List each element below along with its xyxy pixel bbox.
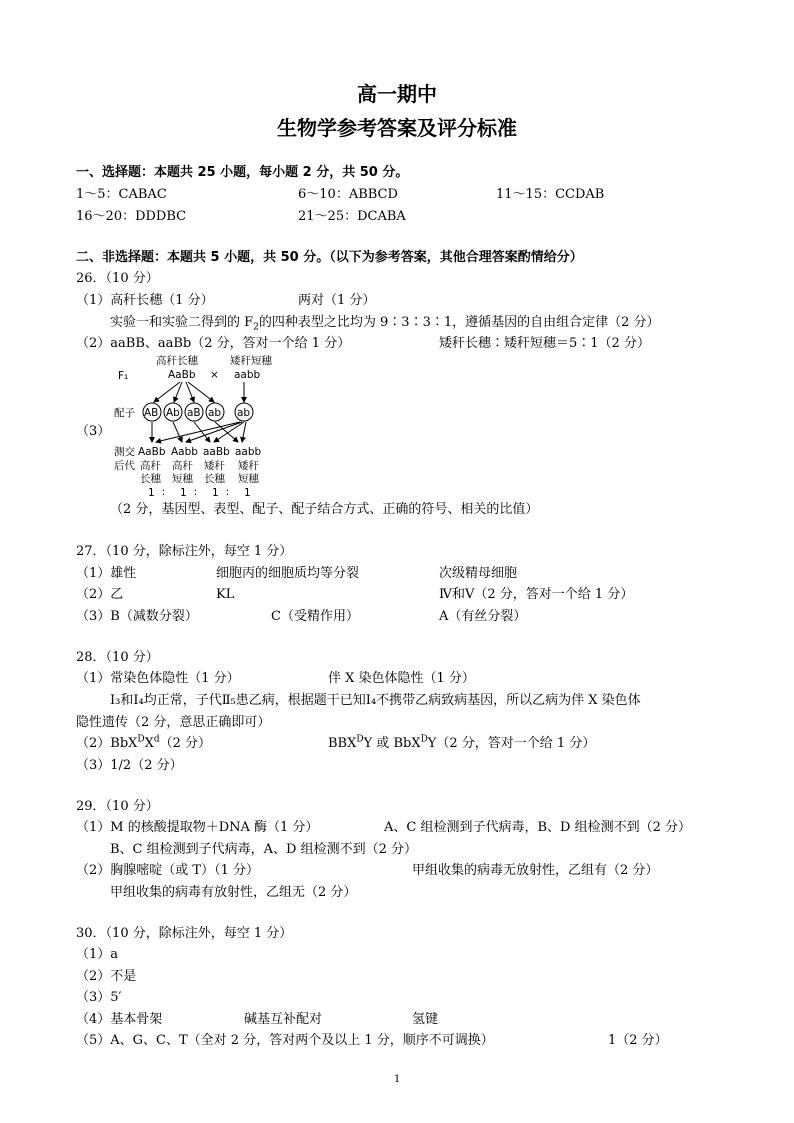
- offspring-phenotype-3a: 矮秆: [204, 460, 225, 472]
- q26-answer-1c: 实验一和实验二得到的 $F_2$的四种表型之比均为 9∶3∶3∶1，遵循基因的自由组合定律（2 分）: [110, 315, 660, 333]
- q27-answer-1c: 次级精母细胞: [439, 566, 518, 581]
- page-number: 1: [394, 1074, 401, 1085]
- offspring-genotype-4: aabb: [235, 446, 262, 458]
- gamete-Ab: Ab: [166, 407, 180, 419]
- q28-answer-3: （3）1/2（2 分）: [76, 758, 183, 773]
- ratio-1: 1: [148, 487, 155, 499]
- gamete-AB: AB: [144, 407, 159, 419]
- q30-answer-2: （2）不是: [76, 969, 137, 984]
- q29-answer-1b: A、C 组检测到子代病毒，B、D 组检测不到（2 分）: [384, 820, 691, 835]
- ratio-sep-1: ∶: [162, 487, 165, 499]
- q29-answer-1c: B、C 组检测到子代病毒，A、D 组检测不到（2 分）: [110, 842, 417, 857]
- q28-heading: 28．（10 分）: [76, 650, 159, 665]
- offspring-phenotype-4a: 矮秆: [238, 460, 259, 472]
- q28-answer-2a: $(2)BbX^DX^d(2$ 分）: [76, 734, 212, 751]
- q28-answer-1b: 伴 X 染色体隐性（1 分）: [328, 671, 475, 686]
- answer-11-15: 11～15：CCDAB: [496, 187, 605, 202]
- offspring-phenotype-3b: 长穗: [204, 473, 225, 485]
- offspring-genotype-2: Aabb: [171, 446, 198, 458]
- ratio-sep-2: ∶: [194, 487, 197, 499]
- offspring-genotype-3: aaBb: [203, 446, 230, 458]
- parent2-phenotype: 矮秆短穗: [230, 355, 272, 367]
- offspring-phenotype-2b: 短穗: [172, 473, 193, 485]
- q30-answer-5b: 1（2 分）: [608, 1033, 668, 1048]
- ratio-4: 1: [244, 487, 251, 499]
- parent1-genotype: AaBb: [168, 369, 196, 381]
- section-2-heading: 二、非选择题：本题共 5 小题，共 50 分。（以下为参考答案，其他合理答案酌情给分）: [76, 250, 583, 265]
- q29-answer-2c: 甲组收集的病毒有放射性，乙组无（2 分）: [110, 885, 357, 900]
- testcross-label: 测交: [114, 446, 135, 458]
- q28-answer-2b: $BBX^DY$ 或 BbX$^D$Y（2 分，答对一个给 1 分）: [328, 734, 596, 751]
- gamete-aB: aB: [187, 407, 201, 419]
- ratio-3: 1: [212, 487, 219, 499]
- q27-answer-2a: （2）乙: [76, 587, 124, 602]
- q30-answer-5a: （5）A、G、C、T（全对 2 分，答对两个及以上 1 分，顺序不可调换）: [76, 1033, 494, 1048]
- page-title: 高一期中: [357, 82, 437, 106]
- answer-1-5: 1～5：CABAC: [76, 187, 167, 202]
- gamete-ab-1: ab: [208, 407, 222, 419]
- parent1-phenotype: 高秆长穗: [156, 355, 198, 367]
- offspring-phenotype-2a: 高秆: [172, 460, 193, 472]
- q27-answer-1a: （1）雄性: [76, 566, 137, 581]
- offspring-phenotype-1b: 长穗: [140, 473, 161, 485]
- q30-answer-4a: （4）基本骨架: [76, 1012, 163, 1027]
- section-1-heading: 一、选择题：本题共 25 小题，每小题 2 分，共 50 分。: [76, 165, 409, 180]
- q28-explanation-line-2: 隐性遗传（2 分，意思正确即可）: [76, 715, 271, 730]
- gamete-ab-2: ab: [237, 407, 251, 419]
- q27-answer-1b: 细胞丙的细胞质均等分裂: [216, 566, 360, 581]
- gamete-label: 配子: [114, 407, 135, 419]
- q29-answer-1a: （1）M 的核酸提取物＋DNA 酶（1 分）: [76, 820, 319, 835]
- q27-answer-3c: A（有丝分裂）: [439, 609, 527, 624]
- q26-answer-3: （3）: [76, 424, 111, 439]
- q30-answer-3: （3）5′: [76, 990, 122, 1005]
- offspring-label: 后代: [114, 460, 135, 472]
- q28-answer-1a: （1）常染色体隐性（1 分）: [76, 671, 240, 686]
- q26-answer-2b: 矮秆长穗∶矮秆短穗＝5∶1（2 分）: [439, 336, 650, 351]
- q29-answer-2a: （2）胸腺嘧啶（或 T）（1 分）: [76, 863, 259, 878]
- answer-16-20: 16～20：DDDBC: [76, 209, 187, 224]
- q27-answer-2c: Ⅳ和Ⅴ（2 分，答对一个给 1 分）: [439, 587, 634, 602]
- cross-symbol: ×: [210, 369, 219, 381]
- q27-answer-2b: KL: [216, 587, 235, 602]
- f1-label: F₁: [118, 370, 129, 382]
- q26-heading: 26．（10 分）: [76, 271, 159, 286]
- parent2-genotype: aabb: [234, 369, 261, 381]
- offspring-genotype-1: AaBb: [138, 446, 166, 458]
- q29-answer-2b: 甲组收集的病毒无放射性，乙组有（2 分）: [412, 863, 659, 878]
- ratio-2: 1: [180, 487, 187, 499]
- ratio-sep-3: ∶: [226, 487, 229, 499]
- q26-answer-1b: 两对（1 分）: [298, 293, 376, 308]
- testcross-diagram: [110, 352, 280, 500]
- q27-answer-3a: （3）B（减数分裂）: [76, 609, 198, 624]
- q27-answer-3b: C（受精作用）: [271, 609, 359, 624]
- q30-answer-1: （1）a: [76, 947, 119, 962]
- q30-answer-4b: 碱基互补配对: [244, 1012, 323, 1027]
- q30-heading: 30．（10 分，除标注外，每空 1 分）: [76, 926, 293, 941]
- q26-answer-1a: （1）高秆长穗（1 分）: [76, 293, 214, 308]
- q26-answer-2a: （2）aaBB、aaBb（2 分，答对一个给 1 分）: [76, 336, 351, 351]
- answer-21-25: 21～25：DCABA: [298, 209, 406, 224]
- offspring-phenotype-4b: 短穗: [238, 473, 259, 485]
- q30-answer-4c: 氢键: [412, 1012, 439, 1027]
- page-subtitle: 生物学参考答案及评分标准: [277, 116, 517, 140]
- q27-heading: 27．（10 分，除标注外，每空 1 分）: [76, 544, 293, 559]
- answer-6-10: 6～10：ABBCD: [298, 187, 398, 202]
- q28-explanation-line-1: Ⅰ₃和Ⅰ₄均正常，子代Ⅱ₅患乙病，根据题干已知Ⅰ₄不携带乙病致病基因，所以乙病为伴 X 染色体: [110, 693, 641, 708]
- offspring-phenotype-1a: 高秆: [140, 460, 161, 472]
- q26-note: （2 分，基因型、表型、配子、配子结合方式、正确的符号、相关的比值）: [110, 502, 539, 517]
- q29-heading: 29．（10 分）: [76, 799, 159, 814]
